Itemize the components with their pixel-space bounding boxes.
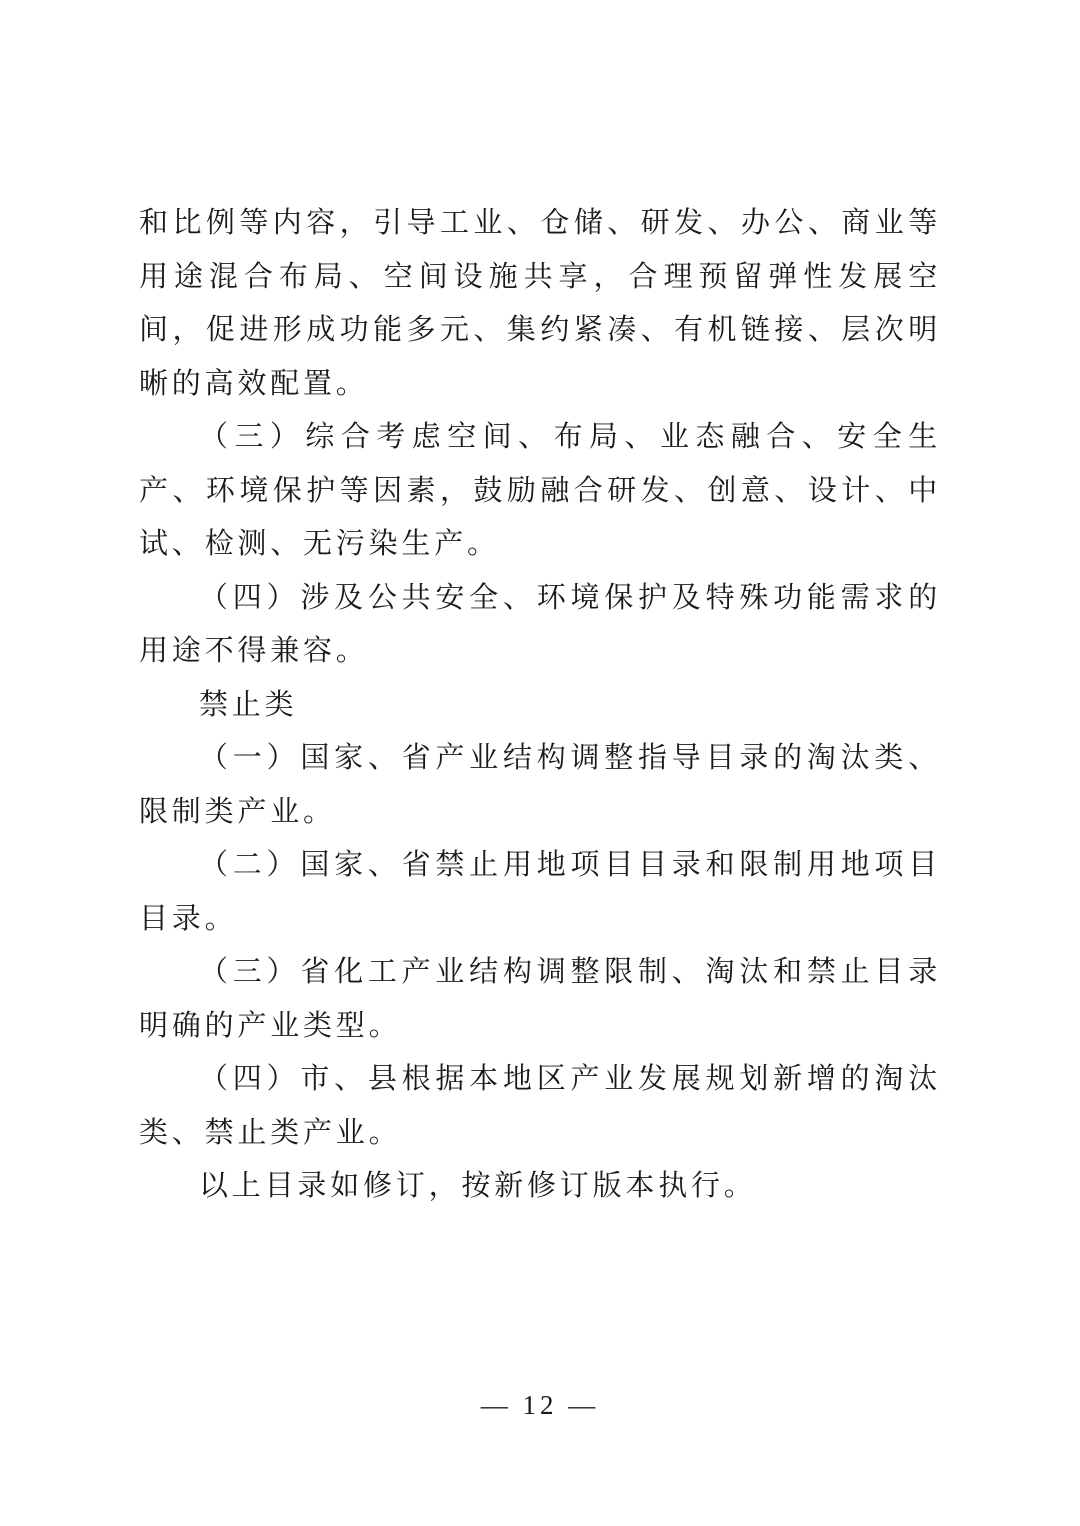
paragraph-mixed-use-layout: 和比例等内容，引导工业、仓储、研发、办公、商业等用途混合布局、空间设施共享，合理预留弹性发展空间，促进形成功能多元、集约紧凑、有机链接、层次明晰的高效配置。 [139, 205, 941, 400]
paragraph-prohibited-item-4: （四）市、县根据本地区产业发展规划新增的淘汰类、禁止类产业。 [139, 1061, 941, 1149]
paragraph-prohibited-item-2: （二）国家、省禁止用地项目目录和限制用地项目目录。 [139, 847, 941, 935]
document-body [139, 196, 941, 1213]
page-number: — 12 — [480, 1390, 600, 1420]
paragraph-item-4-incompatible: （四）涉及公共安全、环境保护及特殊功能需求的用途不得兼容。 [139, 579, 941, 667]
paragraph-revision-note: 以上目录如修订，按新修订版本执行。 [199, 1168, 757, 1202]
paragraph-prohibited-item-3: （三）省化工产业结构调整限制、淘汰和禁止目录明确的产业类型。 [139, 954, 941, 1042]
paragraph-prohibited-item-1: （一）国家、省产业结构调整指导目录的淘汰类、限制类产业。 [139, 740, 941, 828]
section-heading-prohibited: 禁止类 [199, 686, 298, 721]
paragraph-item-3-integration: （三）综合考虑空间、布局、业态融合、安全生产、环境保护等因素，鼓励融合研发、创意、设计、中试、检测、无污染生产。 [139, 419, 941, 560]
